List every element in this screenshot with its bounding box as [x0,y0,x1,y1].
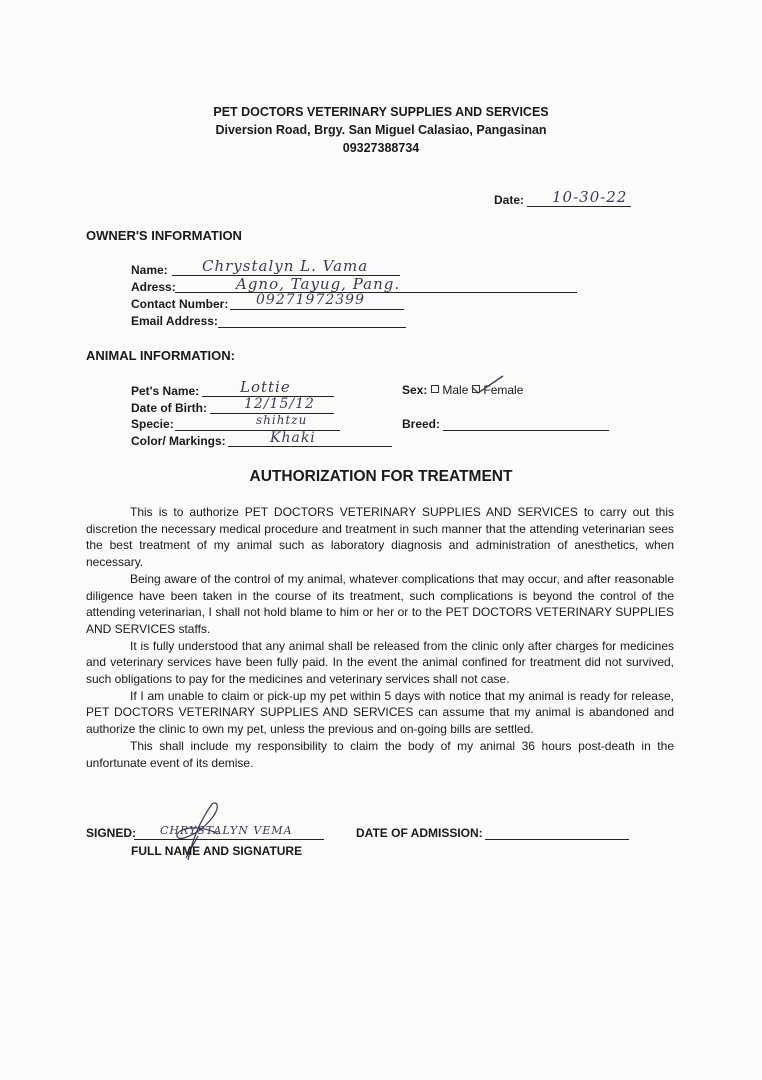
sex-label: Sex: [402,383,428,397]
authorization-paragraph: This is to authorize PET DOCTORS VETERINARY SUPPLIES AND SERVICES to carry out this discretion the necessary medical procedure and treatment in such manner that the attending veterinarian sees the best treatment of my animal such as laboratory diagnosis and administration of anesthetics, when necessary. [86,505,674,570]
owner-email-label: Email Address: [131,314,218,328]
date-line [527,206,631,207]
authorization-paragraph: Being aware of the control of my animal, whatever complications that may occur, and after reasonable diligence have been taken in the course of its treatment, such complications is beyond the control of the attending veterinarian, I shall not hold blame to him or her or to the PET DOCTORS VETERINARY SUPPLIES AND SERVICES staffs. [86,571,674,636]
animal-heading: ANIMAL INFORMATION: [86,348,235,363]
owner-address-value[interactable]: Agno, Tayug, Pang. [236,275,401,293]
owner-name-value[interactable]: Chrystalyn L. Vama [202,257,369,275]
owner-contact-line [230,309,404,310]
male-option-label: Male [442,383,469,397]
authorization-title: AUTHORIZATION FOR TREATMENT [249,468,513,485]
specie-value[interactable]: shihtzu [256,413,308,427]
admission-line [485,839,629,840]
date-value[interactable]: 10-30-22 [552,188,628,206]
breed-line [443,430,609,431]
specie-label: Specie: [131,417,174,431]
dob-label: Date of Birth: [131,401,207,415]
clinic-name: PET DOCTORS VETERINARY SUPPLIES AND SERVICES [213,105,549,119]
pet-name-value[interactable]: Lottie [240,378,291,396]
owner-contact-label: Contact Number: [131,297,229,311]
owner-contact-value[interactable]: 09271972399 [256,292,365,308]
color-value[interactable]: Khaki [270,430,316,446]
authorization-paragraph: If I am unable to claim or pick-up my pet within 5 days with notice that my animal is ready for release, PET DOCTORS VETERINARY SUPPLIES AND SERVICES can assume that my animal is abandoned and authorize the clinic to own my pet, unless the previous and on-going bills are settled. [86,688,674,737]
breed-label: Breed: [402,417,441,431]
clinic-phone: 09327388734 [342,141,420,155]
clinic-address: Diversion Road, Brgy. San Miguel Calasiao, Pangasinan [215,123,547,137]
pet-name-label: Pet's Name: [131,384,200,398]
signed-name[interactable]: CHRYSTALYN VEMA [160,824,293,837]
female-option-label: Female [483,383,524,397]
owner-email-line [218,327,406,328]
male-checkbox[interactable] [431,385,439,393]
signed-label: SIGNED: [86,826,137,840]
color-label: Color/ Markings: [131,434,226,448]
authorization-paragraph: It is fully understood that any animal shall be released from the clinic only after charges for medicines and veterinary services have been fully paid. In the event the animal confined for treatment did not survived, such obligations to pay for the medicines and veterinary services shall not case. [86,638,674,687]
admission-label: DATE OF ADMISSION: [356,826,483,840]
female-check-mark-icon [470,374,506,396]
authorization-paragraph: This shall include my responsibility to claim the body of my animal 36 hours post-death in the unfortunate event of its demise. [86,738,674,770]
owner-address-label: Adress: [131,280,176,294]
dob-value[interactable]: 12/15/12 [244,396,315,412]
color-line [228,446,392,447]
date-label: Date: [494,193,525,207]
owner-heading: OWNER'S INFORMATION [86,228,242,243]
owner-name-label: Name: [131,263,168,277]
authorization-body [86,504,674,771]
signature-caption: FULL NAME AND SIGNATURE [131,844,303,858]
